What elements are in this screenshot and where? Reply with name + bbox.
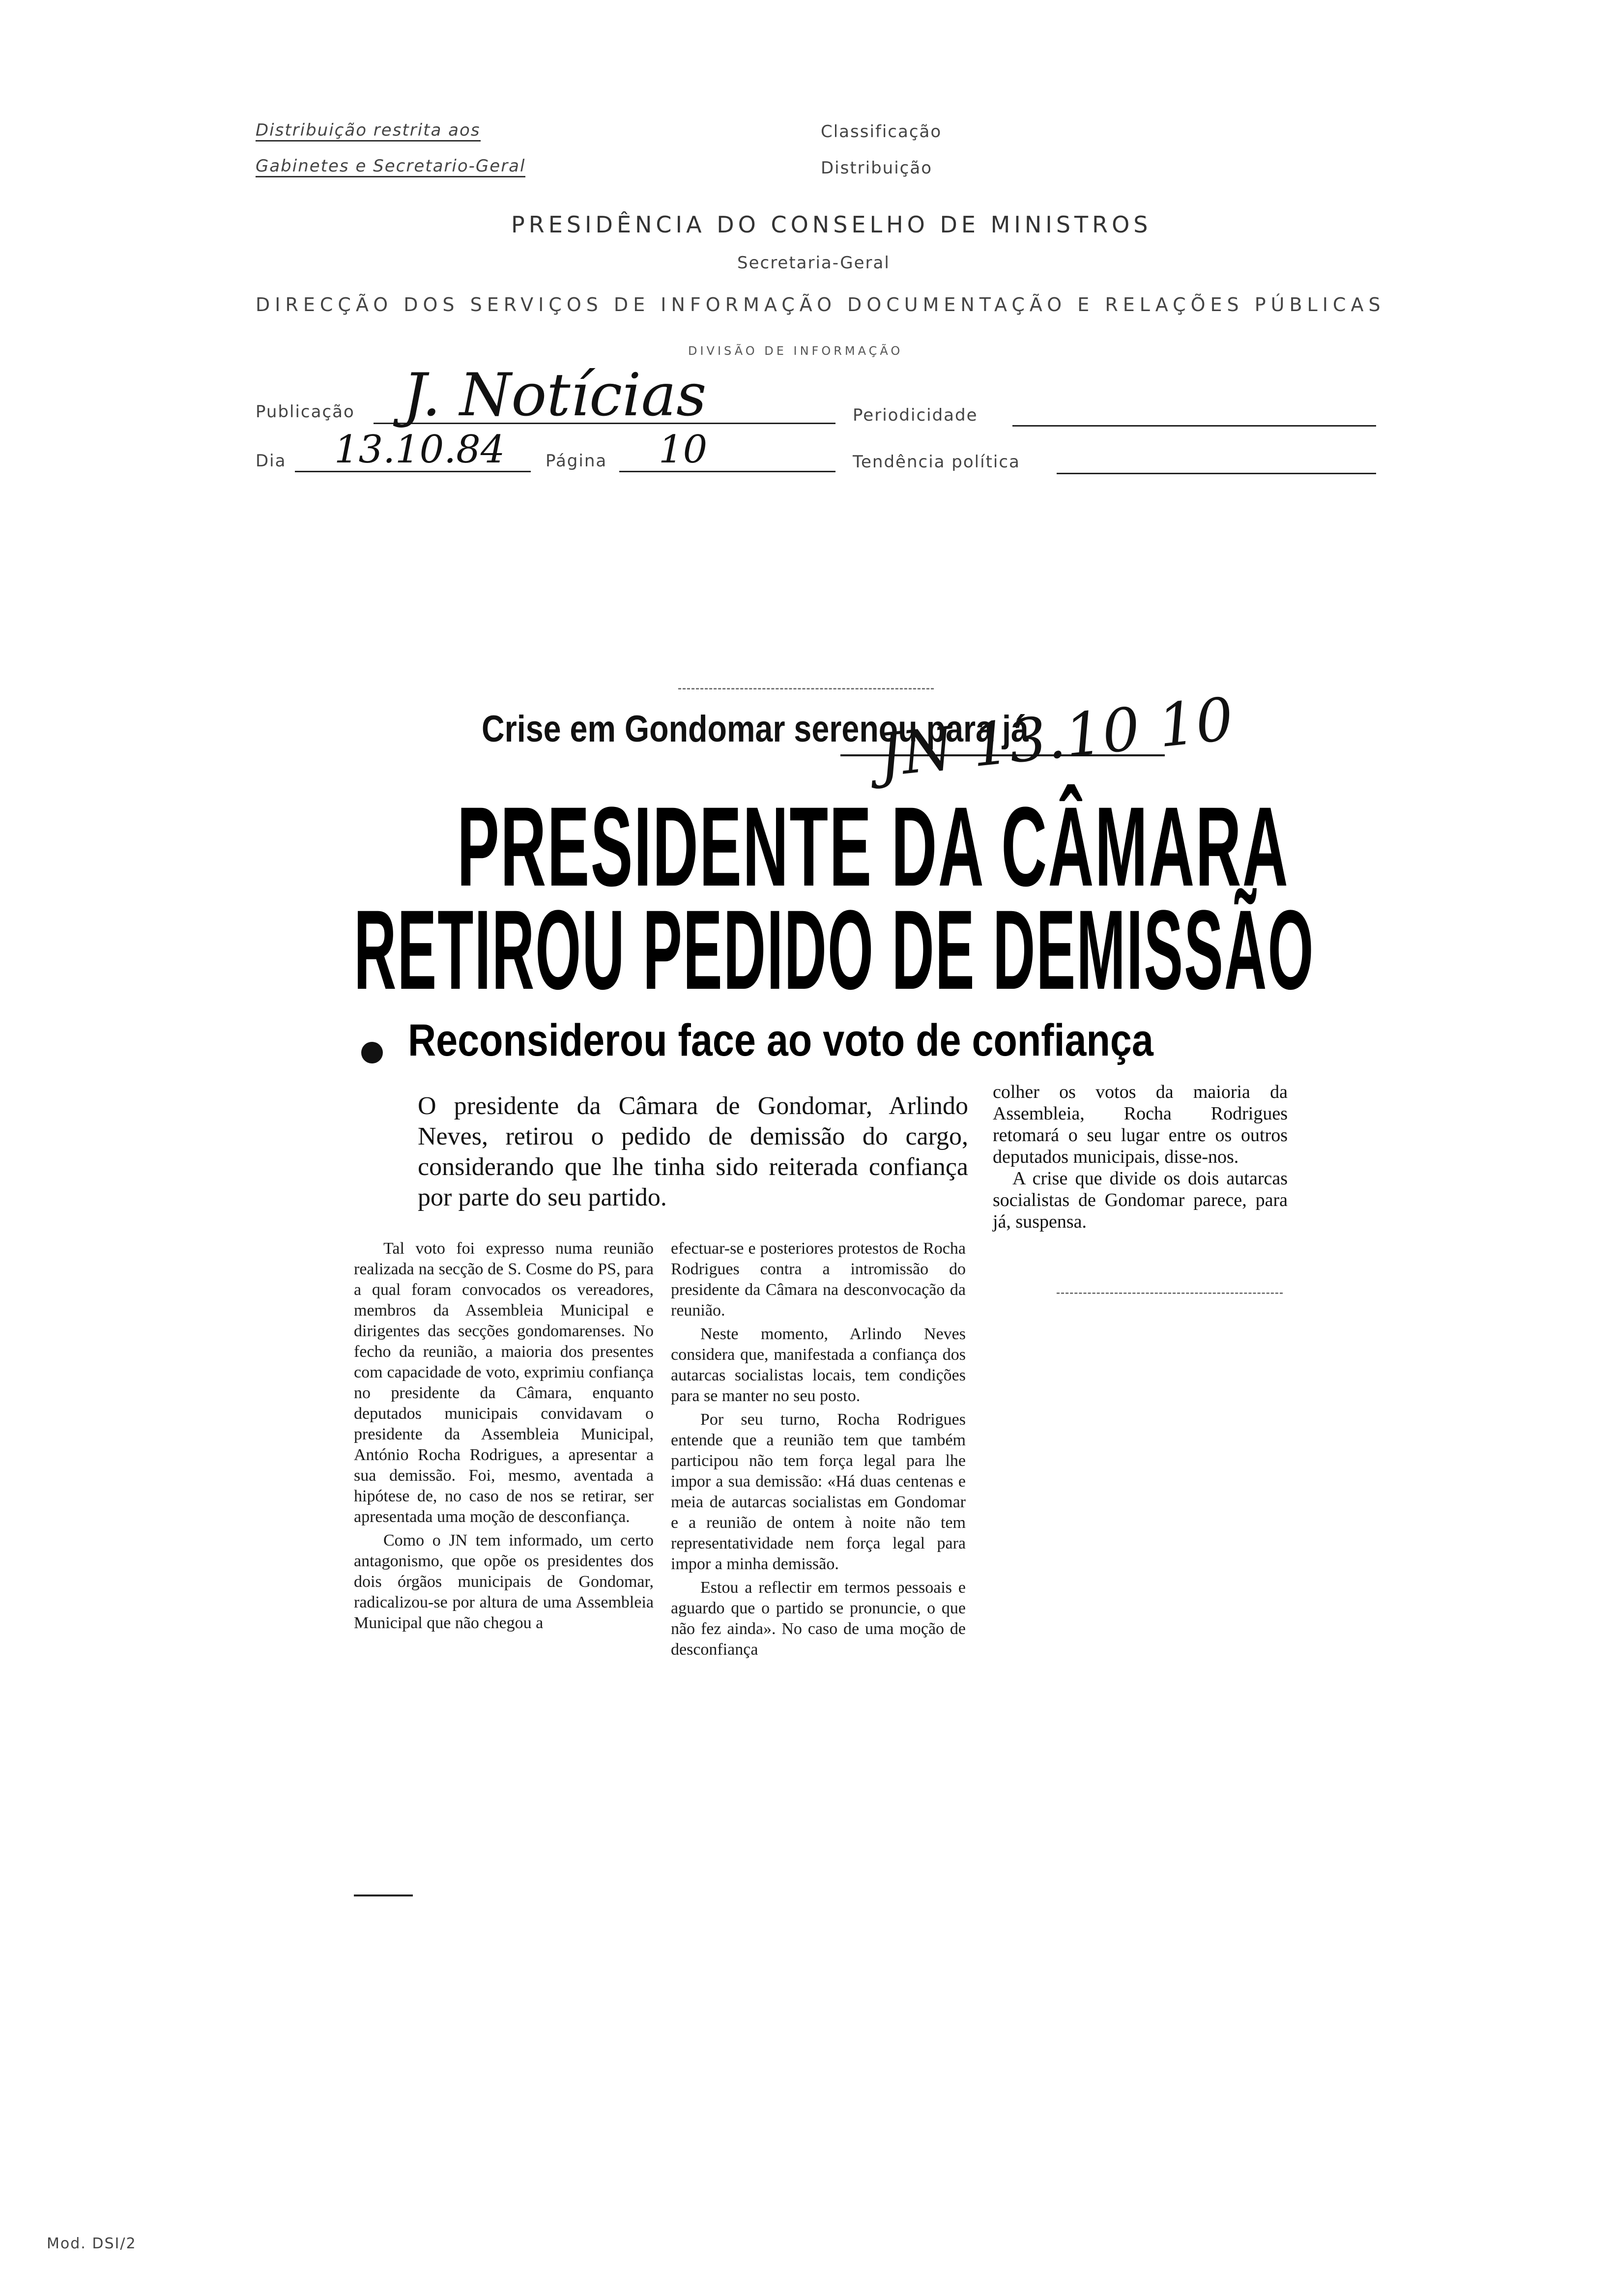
column-1-paragraph: Como o JN tem informado, um certo antagonismo, que opõe os presidentes dos dois órgãos municipais de Gondomar, radicalizou-se por altura de uma Assembleia Municipal que não chegou a [354,1531,654,1632]
page-value: 10 [659,428,708,472]
article-kicker: Crise em Gondomar serenou para já [482,708,1029,750]
column-3-paragraph: colher os votos da maioria da Assembleia, Rocha Rodrigues retomará o seu lugar entre os outros deputados municipais, disse-nos. [993,1082,1288,1167]
page-label: Página [546,451,607,471]
distribution-note-1: Distribuição restrita aos [256,120,481,142]
footer-form-code: Mod. DSI/2 [47,2235,137,2252]
directorate-title: DIRECÇÃO DOS SERVIÇOS DE INFORMAÇÃO DOCUMENTAÇÃO E RELAÇÕES PÚBLICAS [256,294,1385,316]
column-2-paragraph: Estou a reflectir em termos pessoais e aguardo que o partido se pronuncie, o que não fez ainda». No caso de uma moção de desconfiança [671,1578,966,1659]
org-title: PRESIDÊNCIA DO CONSELHO DE MINISTROS [511,211,1152,238]
article-column-3 [993,1081,1288,1233]
publication-value: J. Notícias [403,361,707,430]
headline-line-2: RETIROU PEDIDO DE DEMISSÃO [354,887,1315,1013]
handwritten-stamp: JN 13.10 10 [875,685,1237,791]
periodicity-label: Periodicidade [853,405,978,425]
page-line [619,471,835,472]
political-tendency-line [1057,473,1376,474]
article-column-1 [354,1238,654,1636]
classification-label: Classificação [821,122,942,142]
clipping-top-edge [678,688,934,689]
distribution-label: Distribuição [821,158,933,178]
article-deck: Reconsiderou face ao voto de confiança [408,1015,1153,1065]
headline-line-1: PRESIDENTE DA CÂMARA [457,783,1290,910]
clipping-right-edge [1057,1292,1283,1294]
day-value: 13.10.84 [334,428,505,472]
column-2-paragraph: Neste momento, Arlindo Neves considera que, manifestada a confiança dos autarcas socialistas locais, tem condições para se manter no seu posto. [671,1325,966,1405]
column-1-paragraph: Tal voto foi expresso numa reunião realizada na secção de S. Cosme do PS, para a qual foram convocados os vereadores, membros da Assembleia Municipal e dirigentes das secções gondomarenses. No fecho da reunião, a maioria dos presentes com capacidade de voto, exprimiu confiança no presidente da Câmara, enquanto deputados municipais convidavam o presidente da Assembleia Municipal, António Rocha Rodrigues, a apresentar a sua demissão. Foi, mesmo, aventada a hipótese de, no caso de nos se retirar, ser apresentada uma moção de desconfiança. [354,1239,654,1526]
article-lead: O presidente da Câmara de Gondomar, Arlindo Neves, retirou o pedido de demissão do cargo, considerando que lhe tinha sido reiterada confiança por parte do seu partido. [418,1092,968,1211]
column-2-paragraph: Por seu turno, Rocha Rodrigues entende que a reunião tem que também participou não tem força legal para lhe impor a sua demissão: «Há duas centenas e meia de autarcas socialistas em Gondomar e a reunião de ontem à noite não tem representatividade nem força legal para impor a minha demissão. [671,1410,966,1573]
deck-bullet-icon [361,1042,383,1063]
day-label: Dia [256,451,287,471]
clipping-bottom-mark [354,1894,413,1896]
column-3-paragraph: A crise que divide os dois autarcas socialistas de Gondomar parece, para já, suspensa. [993,1168,1288,1232]
political-tendency-label: Tendência política [853,452,1020,472]
publication-label: Publicação [256,402,355,422]
column-2-paragraph: efectuar-se e posteriores protestos de Rocha Rodrigues contra a intromissão do presidente da Câmara na desconvocação da reunião. [671,1239,966,1320]
distribution-note-2: Gabinetes e Secretario-Geral [256,156,525,177]
periodicity-line [1012,425,1376,427]
article-column-2 [671,1238,966,1663]
org-subtitle: Secretaria-Geral [737,253,890,273]
division-title: DIVISÃO DE INFORMAÇÃO [688,344,903,358]
